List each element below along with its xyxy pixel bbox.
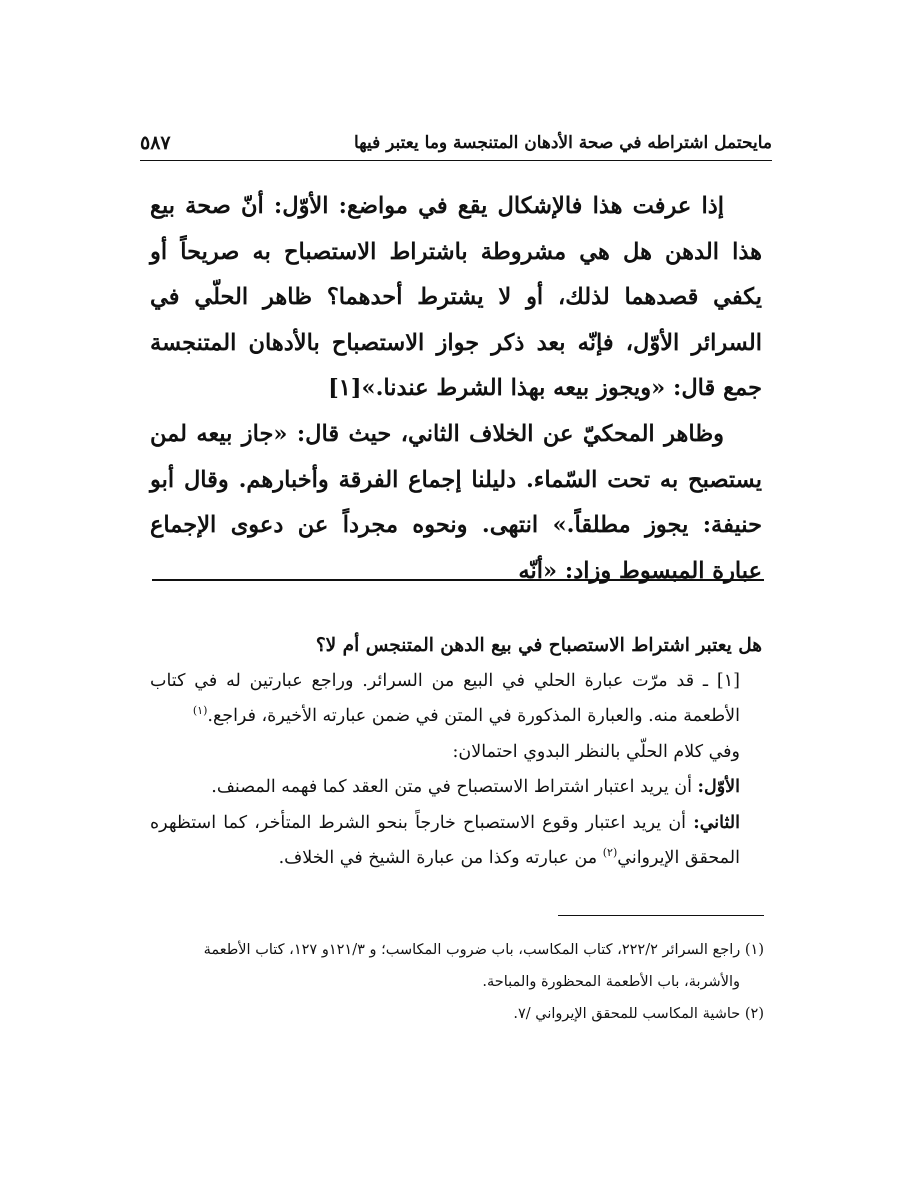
page-number: ٥٨٧ — [140, 132, 171, 154]
footnote-rule — [558, 915, 764, 916]
commentary-paragraph-2: وفي كلام الحلّي بالنظر البدوي احتمالان: — [452, 741, 740, 762]
footnotes — [150, 934, 764, 1030]
footnote-1: (١) راجع السرائر ٢٢٢/٢، كتاب المكاسب، باب ضروب المكاسب؛ و ١٢١/٣و ١٢٧، كتاب الأطعمة — [203, 942, 764, 958]
second-option-text: أن يريد اعتبار وقوع الاستصباح خارجاً بنحو الشرط المتأخر، كما استظهره المحقق الإيرواني — [150, 812, 740, 868]
section-divider — [152, 579, 764, 581]
commentary-heading: هل يعتبر اشتراط الاستصباح في بيع الدهن المتنجس أم لا؟ — [315, 635, 762, 656]
footnote-2: (٢) حاشية المكاسب للمحقق الإيرواني /٧. — [513, 1006, 764, 1022]
main-text — [150, 184, 762, 594]
commentary-paragraph-1 — [150, 664, 762, 735]
main-paragraph-1: إذا عرفت هذا فالإشكال يقع في مواضع: الأوّل: أنّ صحة بيع هذا الدهن هل هي مشروطة باشتراط الاستصباح به صريحاً أو يكفي قصدهما لذلك، أو لا يشترط أحدهما؟ ظاهر الحلّي في السرائر الأوّل، فإنّه بعد ذكر جواز الاستصباح بالأدهان المتنجسة جمع قال: «ويجوز بيعه بهذا الشرط عندنا.»[١] — [150, 193, 762, 402]
commentary-second-option — [150, 806, 762, 877]
second-option-label: الثاني: — [693, 812, 740, 833]
header-rule — [140, 160, 772, 161]
footnote-1-continuation: والأشربة، باب الأطعمة المحظورة والمباحة. — [482, 974, 740, 990]
commentary-first-option — [150, 770, 762, 806]
commentary-paragraph-1-text: [١] ـ قد مرّت عبارة الحلي في البيع من السرائر. وراجع عبارتين له في كتاب الأطعمة منه. والعبارة المذكورة في المتن في ضمن عبارته الأخيرة، فراجع. — [150, 670, 740, 726]
running-title: مايحتمل اشتراطه في صحة الأدهان المتنجسة وما يعتبر فيها — [353, 133, 772, 153]
first-option-text: أن يريد اعتبار اشتراط الاستصباح في متن العقد كما فهمه المصنف. — [211, 777, 698, 797]
commentary-section — [150, 628, 762, 877]
second-option-text-end: من عبارته وكذا من عبارة الشيخ في الخلاف. — [278, 848, 603, 868]
footnote-ref-1: (١) — [192, 704, 208, 718]
main-paragraph-2: وظاهر المحكيّ عن الخلاف الثاني، حيث قال: «جاز بيعه لمن يستصبح به تحت السّماء. دليلنا إجماع الفرقة وأخبارهم. وقال أبو حنيفة: يجوز مطلقاً.» انتهى. ونحوه مجرداً عن دعوى الإجماع عبارة المبسوط وزاد: «أنّه — [150, 420, 762, 584]
first-option-label: الأوّل: — [697, 777, 740, 797]
footnote-ref-2: (٢) — [602, 846, 618, 860]
page-header — [140, 128, 772, 158]
